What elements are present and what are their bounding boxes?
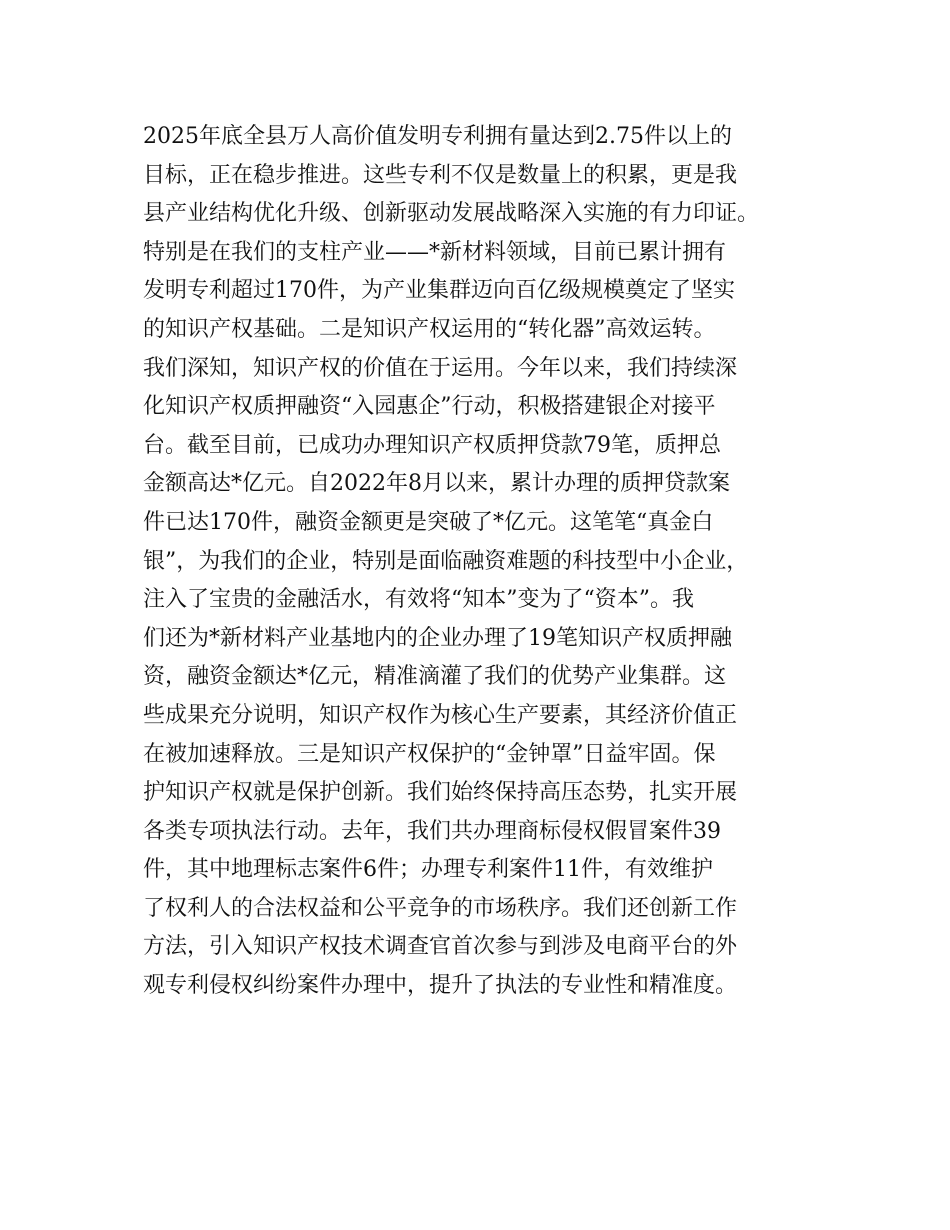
text-line: 化知识产权质押融资“入园惠企”行动，积极搭建银企对接平 — [143, 394, 716, 420]
text-line: 各类专项执法行动。去年，我们共办理商标侵权假冒案件39 — [143, 818, 721, 844]
text-line: 银”，为我们的企业，特别是面临融资难题的科技型中小企业， — [143, 548, 749, 574]
text-line: 在被加速释放。三是知识产权保护的“金钟罩”日益牢固。保 — [143, 741, 716, 767]
text-line: 护知识产权就是保护创新。我们始终保持高压态势，扎实开展 — [143, 780, 738, 806]
text-line: 资，融资金额达*亿元，精准滴灌了我们的优势产业集群。这 — [143, 664, 727, 690]
text-line: 台。截至目前，已成功办理知识产权质押贷款79笔，质押总 — [143, 432, 721, 458]
text-line: 件已达170件，融资金额更是突破了*亿元。这笔笔“真金白 — [143, 509, 714, 535]
text-line: 的知识产权基础。二是知识产权运用的“转化器”高效运转。 — [143, 316, 716, 342]
text-line: 目标，正在稳步推进。这些专利不仅是数量上的积累，更是我 — [143, 162, 738, 188]
body-text — [143, 118, 833, 1006]
text-line: 特别是在我们的支柱产业——*新材料领域，目前已累计拥有 — [143, 239, 727, 265]
text-line: 金额高达*亿元。自2022年8月以来，累计办理的质押贷款案 — [143, 471, 730, 497]
text-line: 县产业结构优化升级、创新驱动发展战略深入实施的有力印证。 — [143, 201, 760, 227]
text-line: 了权利人的合法权益和公平竞争的市场秩序。我们还创新工作 — [143, 895, 738, 921]
text-line: 观专利侵权纠纷案件办理中，提升了执法的专业性和精准度。 — [143, 973, 738, 999]
text-line: 件，其中地理标志案件6件；办理专利案件11件，有效维护 — [143, 857, 713, 883]
text-line: 们还为*新材料产业基地内的企业办理了19笔知识产权质押融 — [143, 625, 732, 651]
text-line: 我们深知，知识产权的价值在于运用。今年以来，我们持续深 — [143, 355, 738, 381]
text-line: 些成果充分说明，知识产权作为核心生产要素，其经济价值正 — [143, 702, 738, 728]
text-line: 2025年底全县万人高价值发明专利拥有量达到2.75件以上的 — [143, 124, 732, 149]
text-line: 注入了宝贵的金融活水，有效将“知本”变为了“资本”。我 — [143, 587, 694, 613]
text-line: 发明专利超过170件，为产业集群迈向百亿级规模奠定了坚实 — [143, 278, 735, 304]
text-line: 方法，引入知识产权技术调查官首次参与到涉及电商平台的外 — [143, 934, 738, 960]
